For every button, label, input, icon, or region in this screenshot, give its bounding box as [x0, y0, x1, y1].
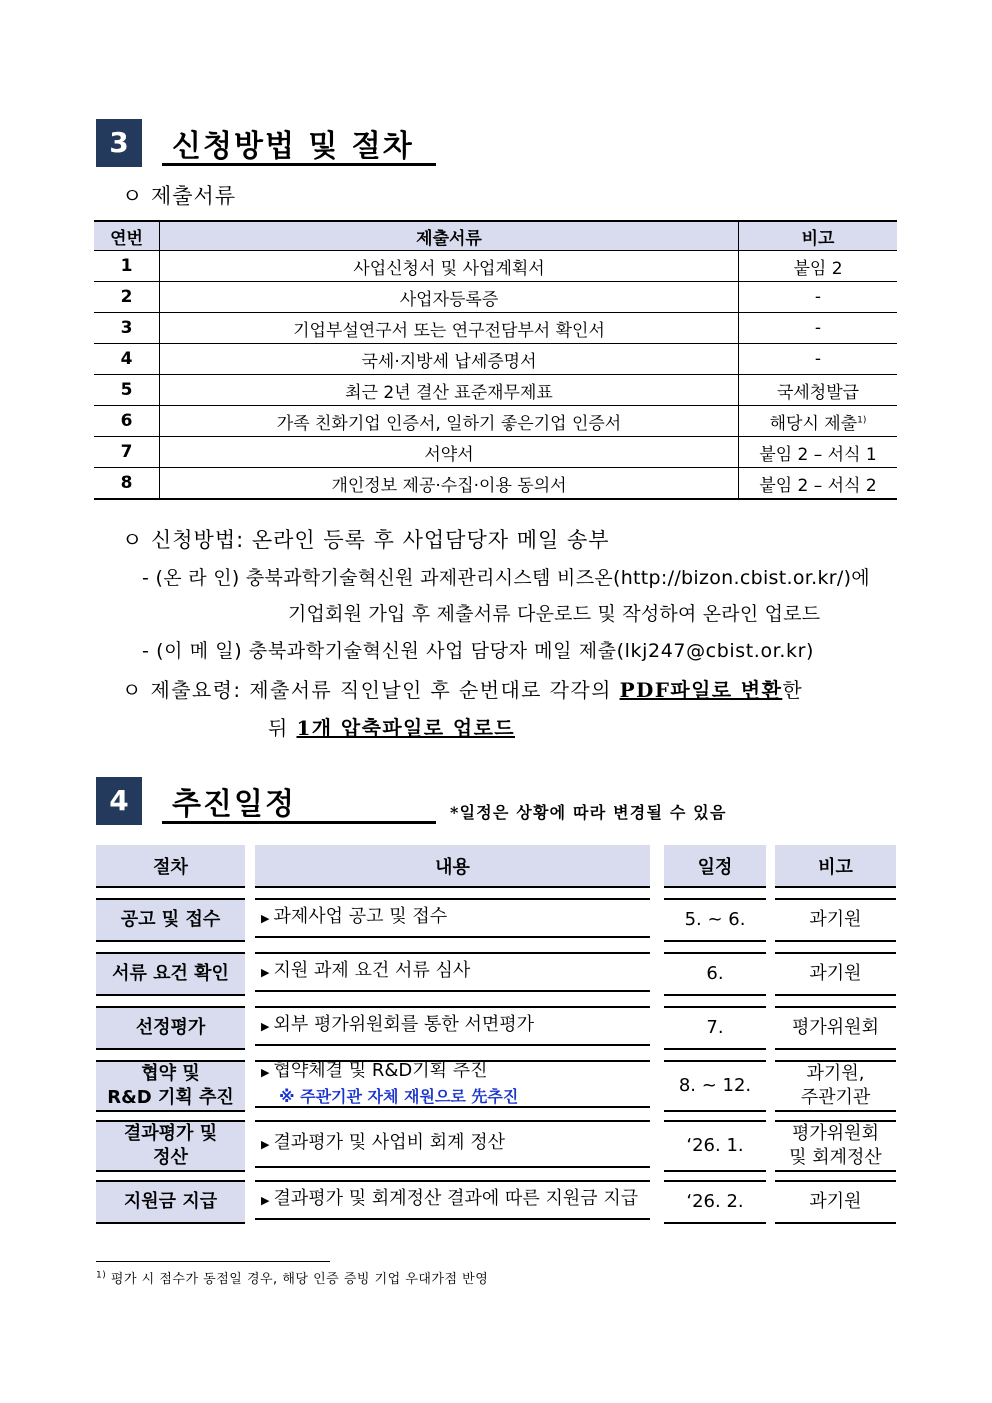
- schedule-note: 과기원: [775, 952, 896, 996]
- schedule-header-content: 내용: [255, 845, 650, 888]
- row-number: 4: [94, 344, 160, 375]
- section-number: 4: [96, 777, 142, 825]
- footnote-ref: 1): [857, 414, 867, 425]
- row-number: 6: [94, 406, 160, 437]
- footnote: [96, 1268, 488, 1287]
- submit-line: [122, 674, 803, 703]
- schedule-note: *일정은 상황에 따라 변경될 수 있음: [450, 803, 727, 822]
- content-text: 과제사업 공고 및 접수: [273, 906, 448, 927]
- triangle-bullet-icon: ▶: [261, 1194, 270, 1207]
- online-line: - (온 라 인) 충북과학기술혁신원 과제관리시스템 비즈온(http://bizon.cbist.or.kr/)에: [142, 567, 870, 589]
- row-document: 사업자등록증: [160, 282, 739, 313]
- triangle-bullet-icon: ▶: [261, 1138, 270, 1151]
- step-line: 결과평가 및: [123, 1123, 218, 1144]
- content-text: 결과평가 및 회계정산 결과에 따른 지원금 지급: [273, 1188, 639, 1209]
- step-line: R&D 기획 추진: [107, 1087, 234, 1108]
- row-number: 2: [94, 282, 160, 313]
- content-text: 외부 평가위원회를 통한 서면평가: [273, 1014, 535, 1035]
- online-line-cont: 기업회원 가입 후 제출서류 다운로드 및 작성하여 온라인 업로드: [288, 603, 821, 625]
- title-underline: [162, 821, 436, 824]
- row-note: -: [739, 282, 898, 313]
- row-number: 5: [94, 375, 160, 406]
- row-number: 7: [94, 437, 160, 468]
- step-line: 협약 및: [141, 1063, 200, 1084]
- row-note: [739, 406, 898, 437]
- title-underline: [162, 163, 436, 166]
- table-row: [94, 313, 897, 344]
- schedule-period: 8. ~ 12.: [664, 1060, 766, 1112]
- row-note: 붙임 2 – 서식 2: [739, 468, 898, 500]
- row-note: -: [739, 344, 898, 375]
- method-line: ㅇ 신청방법: 온라인 등록 후 사업담당자 메일 송부: [122, 528, 610, 552]
- submit-emphasis: PDF파일로 변환: [619, 678, 783, 702]
- schedule-note: 과기원: [775, 898, 896, 942]
- header-cell: 비고: [739, 221, 898, 251]
- row-number: 3: [94, 313, 160, 344]
- footnote-mark: 1): [96, 1270, 107, 1281]
- schedule-header-step: 절차: [96, 845, 245, 888]
- content-note: ※ 주관기관 자체 재원으로 先추진: [279, 1087, 519, 1106]
- triangle-bullet-icon: ▶: [261, 1066, 270, 1079]
- triangle-bullet-icon: ▶: [261, 1020, 270, 1033]
- schedule-period: 5. ~ 6.: [664, 898, 766, 942]
- table-header-row: [94, 221, 897, 251]
- row-note: 국세청발급: [739, 375, 898, 406]
- section-number: 3: [96, 119, 142, 167]
- schedule-period: 7.: [664, 1006, 766, 1050]
- schedule-content: [255, 1180, 650, 1220]
- row-note: 붙임 2 – 서식 1: [739, 437, 898, 468]
- section-title: 추진일정: [172, 787, 296, 822]
- table-row: [94, 437, 897, 468]
- row-number: 1: [94, 251, 160, 282]
- row-document: 기업부설연구서 또는 연구전담부서 확인서: [160, 313, 739, 344]
- schedule-content: [255, 1120, 650, 1168]
- footnote-divider: [96, 1261, 330, 1262]
- note-line: 주관기관: [800, 1087, 871, 1108]
- note-line: 과기원,: [806, 1063, 865, 1084]
- footnote-text: 평가 시 점수가 동점일 경우, 해당 인증 증빙 기업 우대가점 반영: [110, 1272, 489, 1287]
- schedule-content: [255, 1060, 650, 1108]
- content-text: 협약체결 및 R&D기획 추진: [273, 1060, 488, 1081]
- table-row: [94, 406, 897, 437]
- submit-text: ㅇ 제출요령: 제출서류 직인날인 후 순번대로 각각의: [122, 678, 620, 702]
- note-line: 및 회계정산: [789, 1147, 882, 1168]
- row-document: 사업신청서 및 사업계획서: [160, 251, 739, 282]
- schedule-step: 선정평가: [96, 1006, 245, 1050]
- schedule-note: 평가위원회: [775, 1006, 896, 1050]
- schedule-header-period: 일정: [664, 845, 766, 888]
- submit-text-cont: 뒤: [268, 716, 297, 740]
- triangle-bullet-icon: ▶: [261, 912, 270, 925]
- email-line: - (이 메 일) 충북과학기술혁신원 사업 담당자 메일 제출(lkj247@cbist.or.kr): [142, 640, 815, 662]
- schedule-note: [775, 1120, 896, 1172]
- schedule-step: 서류 요건 확인: [96, 952, 245, 996]
- schedule-content: [255, 1006, 650, 1046]
- content-text: 결과평가 및 사업비 회계 정산: [273, 1132, 506, 1153]
- schedule-header-note: 비고: [775, 845, 896, 888]
- schedule-step: [96, 1120, 245, 1172]
- section-title: 신청방법 및 절차: [172, 129, 414, 164]
- row-document: 국세·지방세 납세증명서: [160, 344, 739, 375]
- step-line: 정산: [153, 1147, 188, 1168]
- table-row: [94, 344, 897, 375]
- submit-line-cont: [268, 712, 515, 741]
- docs-heading: ㅇ 제출서류: [122, 184, 237, 208]
- table-row: [94, 375, 897, 406]
- schedule-period: 6.: [664, 952, 766, 996]
- schedule-note: 과기원: [775, 1180, 896, 1224]
- schedule-content: [255, 898, 650, 938]
- content-text: 지원 과제 요건 서류 심사: [273, 960, 471, 981]
- schedule-content: [255, 952, 650, 992]
- table-row: [94, 468, 897, 500]
- schedule-step: [96, 1060, 245, 1112]
- table-row: [94, 251, 897, 282]
- schedule-step: 지원금 지급: [96, 1180, 245, 1224]
- submit-suffix: 한: [782, 678, 804, 702]
- schedule-note: [775, 1060, 896, 1112]
- row-number: 8: [94, 468, 160, 500]
- triangle-bullet-icon: ▶: [261, 966, 270, 979]
- row-note: -: [739, 313, 898, 344]
- row-document: 개인정보 제공·수집·이용 동의서: [160, 468, 739, 500]
- submit-emphasis-2: 1개 압축파일로 업로드: [296, 716, 516, 740]
- row-document: 서약서: [160, 437, 739, 468]
- row-document: 최근 2년 결산 표준재무제표: [160, 375, 739, 406]
- schedule-period: ‘26. 1.: [664, 1120, 766, 1172]
- schedule-period: ‘26. 2.: [664, 1180, 766, 1224]
- row-note-text: 해당시 제출: [769, 413, 858, 434]
- schedule-step: 공고 및 접수: [96, 898, 245, 942]
- note-line: 평가위원회: [792, 1123, 879, 1144]
- header-cell: 연번: [94, 221, 160, 251]
- header-cell: 제출서류: [160, 221, 739, 251]
- row-document: 가족 친화기업 인증서, 일하기 좋은기업 인증서: [160, 406, 739, 437]
- row-note: 붙임 2: [739, 251, 898, 282]
- table-row: [94, 282, 897, 313]
- documents-table: [94, 220, 897, 500]
